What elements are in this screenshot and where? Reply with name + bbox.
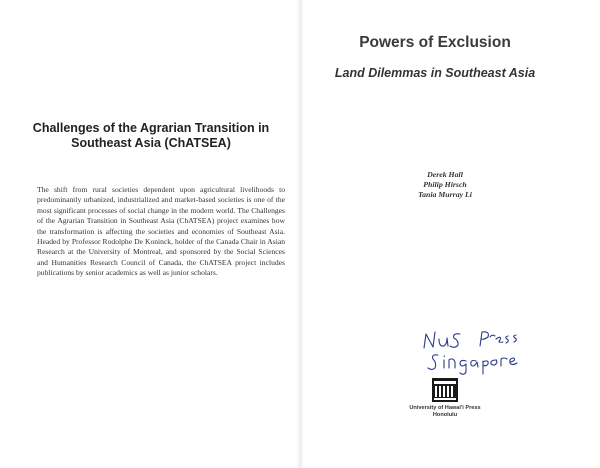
series-title: Challenges of the Agrarian Transition in Southeast Asia (ChATSEA) — [32, 121, 270, 150]
book-gutter — [296, 0, 304, 468]
book-title: Powers of Exclusion — [359, 34, 511, 51]
series-description: The shift from rural societies dependent upon agricultural livelihoods to predominantly urbanized, industrialized and market-based societies is one of the most significant processes of social change in the modern world. The Challenges of the Agrarian Transition in Southeast Asia (ChATSEA) project examines how the transformation is affecting the societies and economies of Southeast Asia. Headed by Professor Rodolphe De Koninck, holder of the Canada Chair in Asian Research at the University of Montreal, and sponsored by the Social Sciences and Humanities Research Council of Canada, the ChATSEA project includes publications by senior academics as well as junior scholars. — [37, 185, 285, 278]
handwritten-note — [400, 326, 550, 376]
publisher-city: Honolulu — [432, 412, 458, 419]
author-name: Derek Hall — [427, 170, 463, 179]
publisher-name: University of Hawai'i Press — [409, 405, 481, 411]
author-name: Philip Hirsch — [423, 180, 467, 189]
author-list — [390, 170, 500, 200]
book-subtitle: Land Dilemmas in Southeast Asia — [334, 66, 536, 80]
publisher-imprint — [392, 405, 498, 420]
publisher-logo — [432, 378, 458, 402]
author-name: Tania Murray Li — [418, 190, 472, 199]
